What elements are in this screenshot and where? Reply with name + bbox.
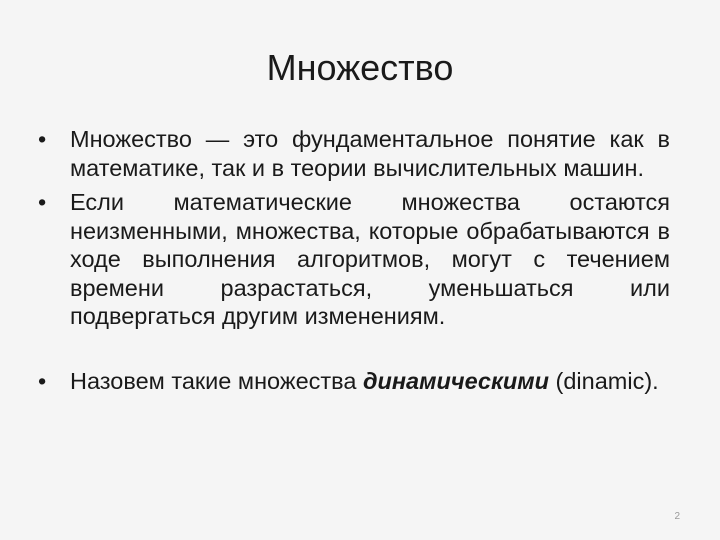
bullet-text: Множество — это фундаментальное понятие как в математике, так и в теории вычислительных машин. xyxy=(70,126,670,181)
bullet-text: Если математические множества остаются неизменными, множества, которые обрабатываются в ходе выполнения алгоритмов, могут с течением времени разрастаться, уменьшаться или подвергаться другим изменениям. xyxy=(70,189,670,329)
page-number: 2 xyxy=(674,511,680,522)
bullet-emphasis-term: динамическими xyxy=(362,367,549,394)
bullet-marker: • xyxy=(38,367,47,394)
bullet-item-definition xyxy=(38,125,670,182)
slide-title: Множество xyxy=(266,47,454,88)
bullet-text-after: (dinamic). xyxy=(549,367,659,394)
bullet-list xyxy=(38,125,670,395)
bullet-item-dynamic-sets xyxy=(38,367,670,396)
bullet-marker: • xyxy=(38,189,47,215)
bullet-text-before: Назовем такие множества xyxy=(70,367,363,394)
bullet-marker: • xyxy=(38,126,47,152)
bullet-item-changing-sets xyxy=(38,188,670,331)
